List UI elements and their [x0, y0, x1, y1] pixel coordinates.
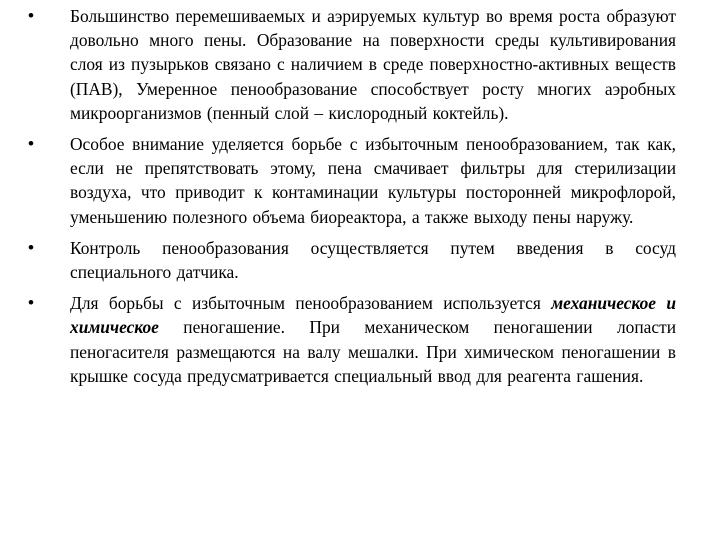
bullet-item-foam-formation [28, 4, 676, 125]
bullet-icon: • [28, 6, 34, 25]
bullet-icon: • [28, 134, 34, 154]
bullet-icon: • [28, 293, 34, 313]
bullet-text: Контроль пенообразования осуществляется путем введения в сосуд специального датчика. [70, 237, 676, 283]
bullet-text: Особое внимание уделяется борьбе с избыточным пенообразованием, так как, если не препятствовать этому, пена смачивает фильтры для стерилизации воздуха, что приводит к контаминации культуры посторонней микрофлорой, уменьшению полезного объема биореактора, а также выходу пены наружу. [70, 134, 676, 227]
bullet-text-after: пеногашение. При механическом пеногашении лопасти пеногасителя размещаются на валу мешалки. При химическом пеногашении в крышке сосуда предусматривается специальный ввод для реагента гашения. [70, 317, 676, 386]
bullet-item-defoaming [28, 291, 676, 388]
bullet-icon: • [28, 237, 34, 257]
bullet-item-excess-foam [28, 132, 676, 229]
bullet-item-foam-control [28, 236, 676, 284]
bullet-list [28, 4, 676, 395]
bullet-text-before: Для борьбы с избыточным пенообразованием используется [70, 293, 552, 314]
bullet-text [70, 293, 676, 386]
bullet-text: Большинство перемешиваемых и аэрируемых культур во время роста образуют довольно много пены. Образование на поверхности среды культивирования слоя из пузырьков связано с наличием в среде поверхностно-активных веществ (ПАВ), Умеренное пенообразование способствует росту многих аэробных микроорганизмов (пенный слой – кислородный коктейль). [70, 6, 676, 123]
emphasized-text: механическое и химическое [70, 293, 676, 338]
